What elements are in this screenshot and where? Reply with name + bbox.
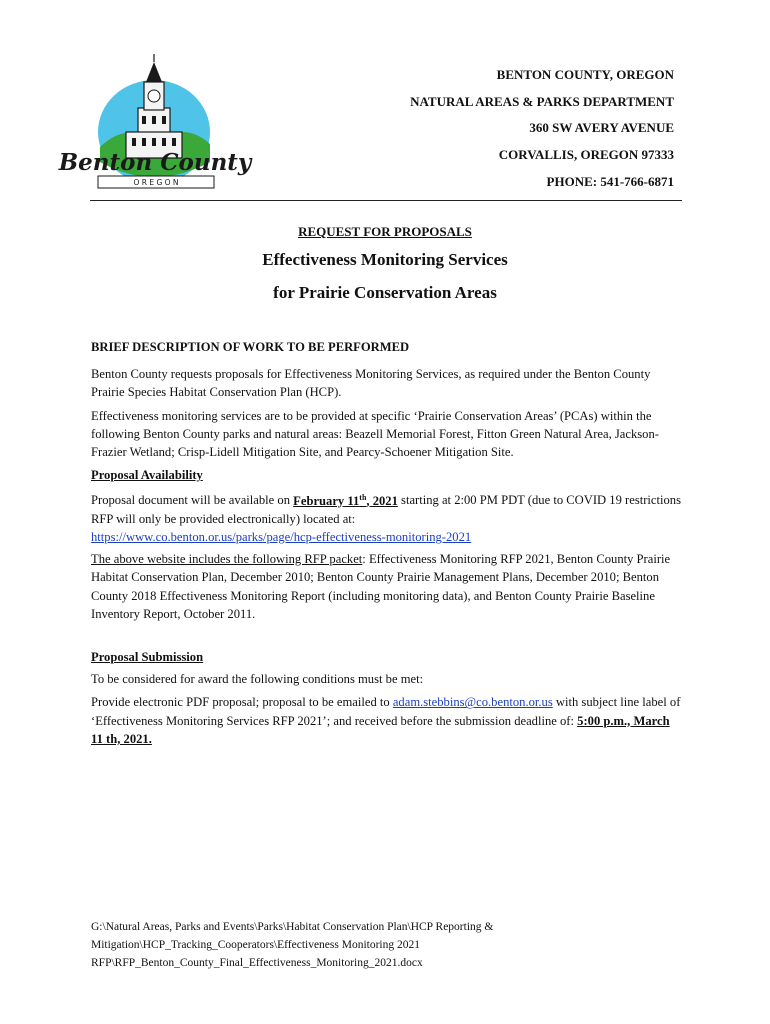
submission-paragraph-2 [91, 693, 681, 748]
document-title-line1: Effectiveness Monitoring Services [262, 250, 508, 269]
availability-date-sup: th [359, 492, 367, 502]
packet-paragraph [91, 550, 681, 623]
city-address: CORVALLIS, OREGON 97333 [498, 147, 674, 163]
submission-text-mid: with subject line label of ‘Effectiveness Monitoring Services RFP 2021’; and received before the submission deadline of: [91, 695, 681, 728]
footer-path-line2: Mitigation\HCP_Tracking_Cooperators\Effectiveness Monitoring 2021 [91, 939, 421, 951]
description-paragraph-2: Effectiveness monitoring services are to be provided at specific ‘Prairie Conservation Areas’ (PCAs) within the following Benton County parks and natural areas: Beazell Memorial Forest, Fitton Green Natural Area, Jackson-Frazier Wetland; Crisp-Lidell Mitigation Site, and Pearcy-Schoener Mitigation Site. [91, 408, 659, 460]
department-name: NATURAL AREAS & PARKS DEPARTMENT [410, 93, 674, 109]
file-path-footer [91, 918, 691, 972]
submission-deadline: 5:00 p.m., March 11 th, 2021. [91, 713, 670, 746]
submission-paragraph-1: To be considered for award the following conditions must be met: [91, 672, 424, 687]
county-name: BENTON COUNTY, OREGON [496, 67, 674, 82]
submission-heading: Proposal Submission [91, 650, 204, 665]
footer-path-line3: RFP\RFP_Benton_County_Final_Effectiveness_Monitoring_2021.docx [91, 957, 423, 969]
availability-text-post: starting at 2:00 PM PDT (due to COVID 19 restrictions RFP will only be provided electronically) located at: [91, 493, 681, 526]
logo-subtext: O R E G O N [133, 178, 179, 187]
availability-date-year: , 2021 [366, 493, 398, 508]
submission-text-pre: Provide electronic PDF proposal; proposal to be emailed to [91, 695, 393, 710]
street-address: 360 SW AVERY AVENUE [529, 120, 674, 136]
phone-number: PHONE: 541-766-6871 [546, 173, 674, 189]
availability-heading: Proposal Availability [91, 468, 203, 483]
packet-label: The above website includes the following RFP packet [91, 552, 363, 567]
description-heading: BRIEF DESCRIPTION OF WORK TO BE PERFORMED [91, 340, 410, 354]
description-paragraph-1: Benton County requests proposals for Effectiveness Monitoring Services, as required under the Benton County Prairie Species Habitat Conservation Plan (HCP). [91, 367, 651, 400]
document-body [91, 338, 681, 748]
availability-date-main: February 11 [293, 493, 360, 508]
availability-paragraph [91, 488, 681, 546]
rfp-label: REQUEST FOR PROPOSALS [298, 224, 472, 239]
submission-email-link[interactable]: adam.stebbins@co.benton.or.us [392, 695, 553, 710]
availability-text-pre: Proposal document will be available on [91, 493, 294, 508]
letterhead-address [410, 62, 674, 196]
availability-date [293, 494, 398, 508]
benton-county-logo [58, 52, 252, 194]
header-divider [90, 200, 682, 201]
document-title-line2: for Prairie Conservation Areas [273, 283, 497, 302]
packet-text: : Effectiveness Monitoring RFP 2021, Benton County Prairie Habitat Conservation Plan, December 2010; Benton County Prairie Management Plans, December 2010; Benton County 2018 Effectiveness Monitoring Report (including monitoring data), and Benton County Prairie Baseline Inventory Report, October 2011. [91, 552, 671, 621]
footer-path-line1: G:\Natural Areas, Parks and Events\Parks\Habitat Conservation Plan\HCP Reporting & [91, 921, 494, 933]
rfp-url-link[interactable]: https://www.co.benton.or.us/parks/page/hcp-effectiveness-monitoring-2021 [91, 530, 472, 545]
logo-text: Benton County [58, 149, 252, 176]
